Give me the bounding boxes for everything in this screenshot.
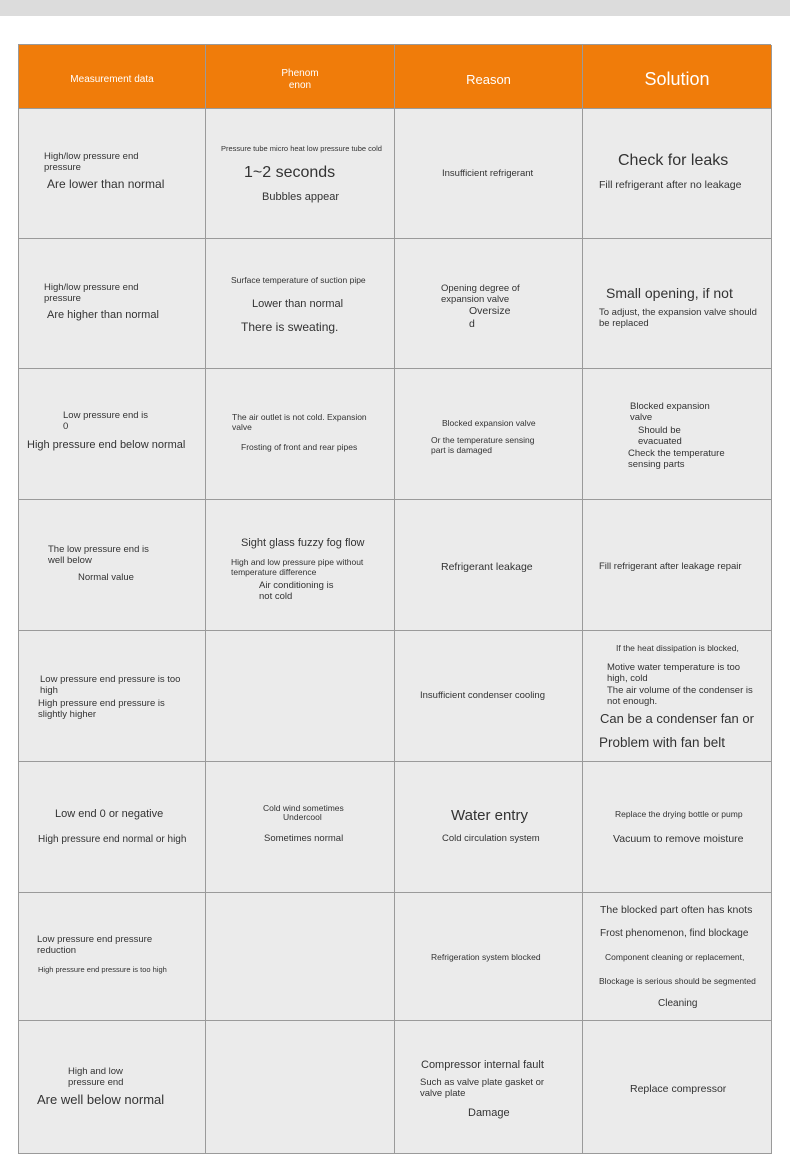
header-phenomenon-label-1: Phenom — [281, 68, 319, 79]
row-3-phenomenon — [206, 369, 395, 500]
row-5-phenomenon — [206, 631, 395, 762]
cell-text: Vacuum to remove moisture — [613, 833, 744, 845]
row-1-measurement — [19, 109, 206, 239]
cell-text: High pressure end normal or high — [38, 834, 187, 845]
row-8-phenomenon — [206, 1021, 395, 1154]
header-reason — [395, 45, 583, 109]
cell-text: Such as valve plate gasket or valve plate — [420, 1077, 545, 1099]
row-7-reason — [395, 893, 583, 1021]
cell-text: Are well below normal — [37, 1092, 165, 1107]
row-8-solution — [583, 1021, 772, 1154]
cell-text: Water entry — [451, 807, 528, 824]
header-phenomenon-label-2: enon — [288, 80, 312, 91]
cell-text: Refrigeration system blocked — [431, 952, 541, 962]
cell-text: High pressure end pressure is too high — [38, 965, 167, 974]
cell-text: Low pressure end pressure is too high — [40, 674, 181, 696]
row-5-measurement — [19, 631, 206, 762]
cell-text: High pressure end pressure is slightly higher — [38, 698, 165, 720]
cell-text: Blocked expansion valve — [442, 418, 536, 428]
cell-text: Normal value — [78, 572, 134, 583]
row-4-reason — [395, 500, 583, 631]
cell-text: Cleaning — [658, 998, 698, 1009]
cell-text: Insufficient condenser cooling — [420, 690, 545, 701]
cell-text: Opening degree of expansion valve — [441, 283, 520, 305]
cell-text: Are higher than normal — [47, 309, 159, 321]
cell-text: To adjust, the expansion valve should be replaced — [599, 307, 757, 329]
row-3-solution — [583, 369, 772, 500]
header-measurement — [19, 45, 206, 109]
row-4-solution — [583, 500, 772, 631]
cell-text: High/low pressure end pressure — [44, 151, 139, 173]
row-5-solution — [583, 631, 772, 762]
cell-text: Cold circulation system — [442, 833, 540, 844]
cell-text: Component cleaning or replacement, — [605, 952, 745, 962]
row-2-phenomenon — [206, 239, 395, 369]
row-2-solution — [583, 239, 772, 369]
cell-text: High pressure end below normal — [27, 439, 186, 451]
row-7-solution — [583, 893, 772, 1021]
header-solution-label: Solution — [644, 69, 710, 89]
cell-text: Can be a condenser fan or — [600, 711, 754, 726]
cell-text: High/low pressure end pressure — [44, 282, 139, 304]
cell-text: Check for leaks — [618, 152, 729, 169]
cell-text: Oversize — [469, 305, 511, 317]
cell-text: Motive water temperature is too high, cold — [607, 662, 741, 684]
row-3-reason — [395, 369, 583, 500]
cell-text: Blockage is serious should be segmented — [599, 976, 756, 986]
row-1-phenomenon — [206, 109, 395, 239]
cell-text: Undercool — [283, 812, 322, 822]
cell-text: Refrigerant leakage — [441, 561, 533, 573]
cell-text: Low end 0 or negative — [55, 808, 164, 820]
row-6-phenomenon — [206, 762, 395, 893]
cell-text: Insufficient refrigerant — [442, 168, 534, 179]
row-2-measurement — [19, 239, 206, 369]
row-2-reason — [395, 239, 583, 369]
row-7-measurement — [19, 893, 206, 1021]
cell-text: Fill refrigerant after no leakage — [599, 179, 742, 191]
cell-text: Replace the drying bottle or pump — [615, 809, 743, 819]
header-phenomenon — [206, 45, 395, 109]
row-1-reason — [395, 109, 583, 239]
cell-text: Fill refrigerant after leakage repair — [599, 561, 742, 572]
cell-text: Low pressure end pressure reduction — [37, 934, 153, 956]
header-measurement-label: Measurement data — [70, 74, 154, 85]
cell-text: 1~2 seconds — [244, 164, 336, 181]
cell-text: Should be evacuated — [638, 425, 682, 447]
row-4-measurement — [19, 500, 206, 631]
cell-text: Surface temperature of suction pipe — [231, 275, 366, 285]
row-6-reason — [395, 762, 583, 893]
header-reason-label: Reason — [466, 72, 511, 87]
cell-text: Pressure tube micro heat low pressure tube cold — [221, 144, 382, 153]
cell-text: Problem with fan belt — [599, 735, 726, 750]
cell-text: Frost phenomenon, find blockage — [600, 928, 749, 939]
cell-text: Are lower than normal — [47, 177, 165, 191]
troubleshooting-table — [18, 44, 771, 1154]
cell-text: If the heat dissipation is blocked, — [616, 643, 739, 653]
cell-text: Blocked expansion valve — [630, 401, 710, 423]
cell-text: Sometimes normal — [264, 833, 344, 844]
row-5-reason — [395, 631, 583, 762]
cell-text: High and low pressure pipe without temperature difference — [231, 557, 364, 577]
cell-text: Lower than normal — [252, 298, 344, 310]
cell-text: The air outlet is not cold. Expansion valve — [232, 412, 367, 432]
cell-text: The blocked part often has knots — [600, 904, 753, 916]
row-3-measurement — [19, 369, 206, 500]
cell-text: Bubbles appear — [262, 191, 340, 203]
cell-text: Or the temperature sensing part is damaged — [431, 435, 535, 455]
cell-text: Air conditioning is not cold — [259, 580, 334, 602]
cell-text: High and low pressure end — [68, 1066, 124, 1088]
cell-text: Frosting of front and rear pipes — [241, 442, 358, 452]
cell-text: The low pressure end is well below — [48, 544, 149, 566]
header-solution — [583, 45, 772, 109]
cell-text: Replace compressor — [630, 1083, 727, 1095]
row-8-reason — [395, 1021, 583, 1154]
cell-text: The air volume of the condenser is not enough. — [607, 685, 753, 707]
row-1-solution — [583, 109, 772, 239]
cell-text: Compressor internal fault — [421, 1059, 544, 1071]
row-7-phenomenon — [206, 893, 395, 1021]
cell-text: d — [469, 318, 475, 330]
top-bar — [0, 0, 790, 16]
cell-text: Sight glass fuzzy fog flow — [241, 537, 365, 549]
row-6-solution — [583, 762, 772, 893]
cell-text: Low pressure end is — [63, 410, 149, 421]
cell-text: Cold wind sometimes — [263, 803, 344, 813]
cell-text: Damage — [468, 1107, 510, 1119]
row-4-phenomenon — [206, 500, 395, 631]
row-8-measurement — [19, 1021, 206, 1154]
cell-text: There is sweating. — [241, 320, 339, 334]
cell-text: Check the temperature sensing parts — [628, 448, 725, 470]
row-6-measurement — [19, 762, 206, 893]
cell-text: 0 — [63, 421, 69, 432]
cell-text: Small opening, if not — [606, 285, 733, 301]
